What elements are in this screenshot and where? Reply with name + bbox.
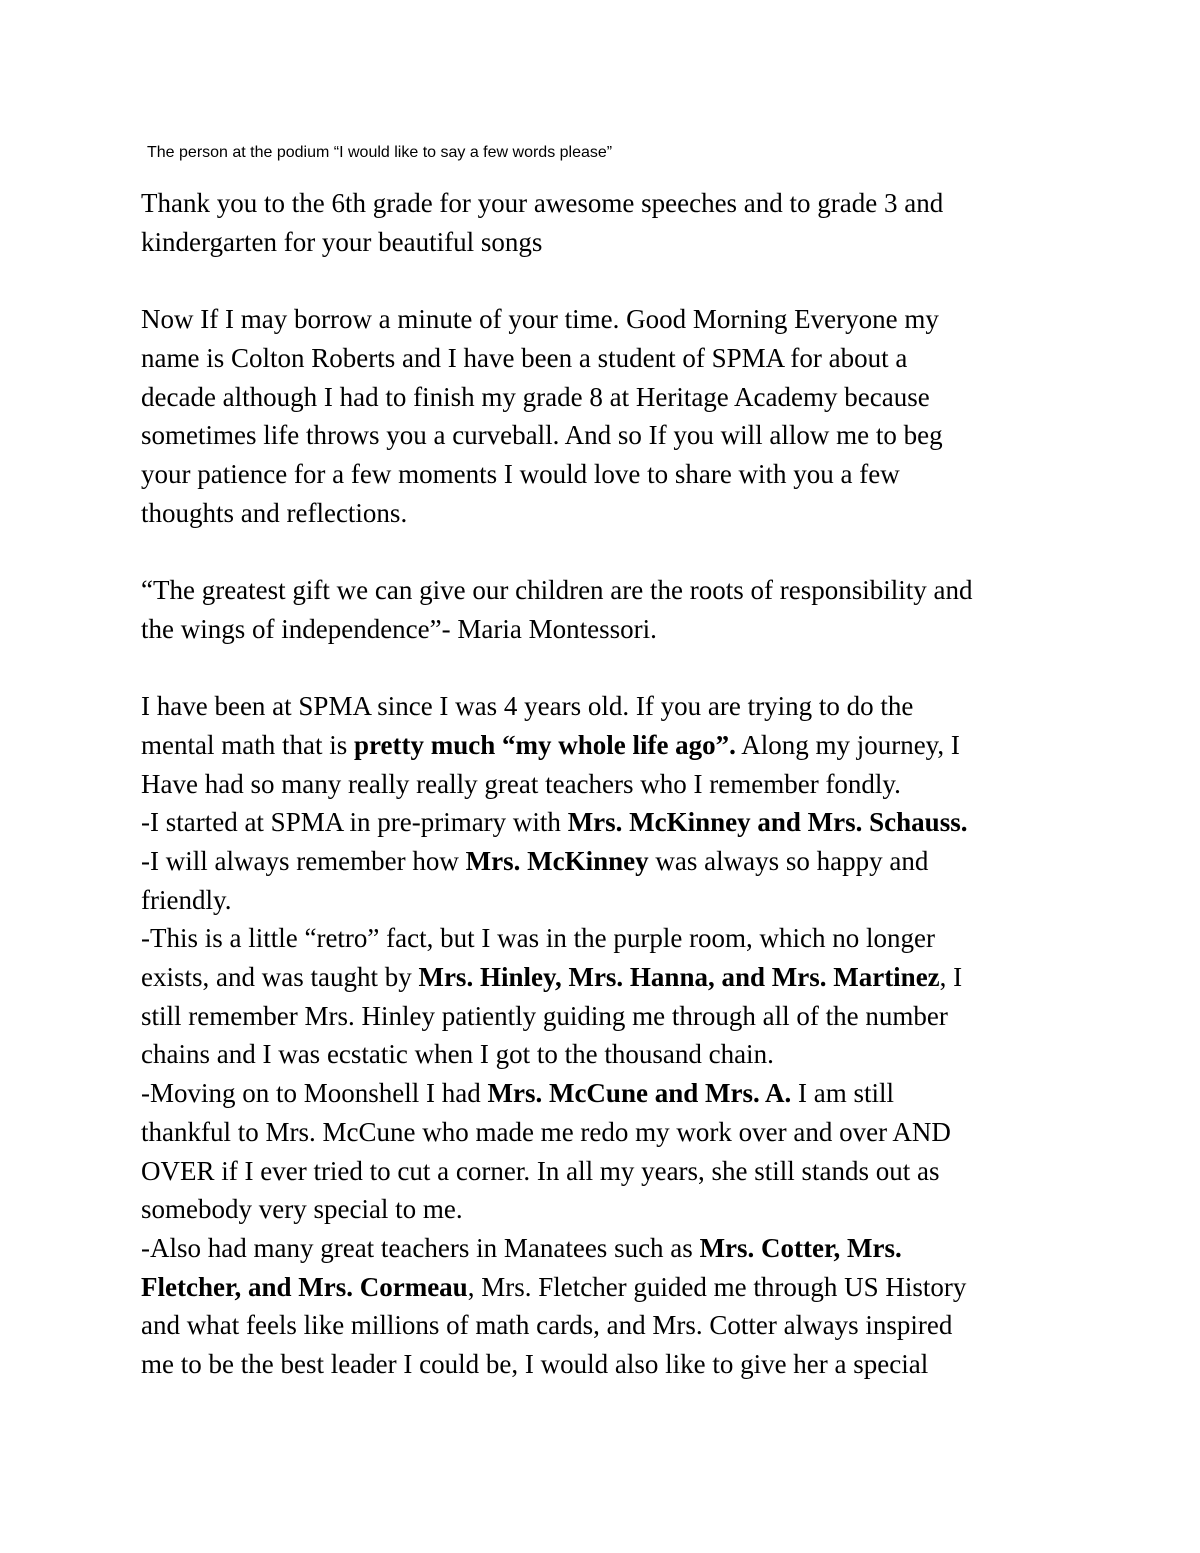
text-line xyxy=(141,184,1071,223)
text-line xyxy=(141,687,1071,726)
text-line xyxy=(141,1035,1071,1074)
text-segment: -This is a little “retro” fact, but I was in the purple room, which no longer xyxy=(141,923,936,954)
text-segment: Along my journey, I xyxy=(735,729,960,760)
text-segment: Thank you to the 6th grade for your awesome speeches and to grade 3 and xyxy=(141,188,944,218)
document-body xyxy=(141,184,1071,1384)
text-line xyxy=(141,1190,1071,1229)
text-segment: and what feels like millions of math cards, and Mrs. Cotter always inspired xyxy=(141,1310,953,1341)
text-segment: -Moving on to Moonshell I had xyxy=(141,1078,488,1109)
text-segment: “The greatest gift we can give our children are the roots of responsibility and xyxy=(141,575,973,605)
text-line xyxy=(141,1306,1071,1345)
text-segment: -I started at SPMA in pre-primary with xyxy=(141,807,568,838)
text-segment: somebody very special to me. xyxy=(141,1194,463,1225)
text-line xyxy=(141,997,1071,1036)
text-line xyxy=(141,1152,1071,1191)
text-segment: still remember Mrs. Hinley patiently guiding me through all of the number xyxy=(141,1000,948,1031)
bold-text: Mrs. McKinney xyxy=(465,845,649,876)
text-line xyxy=(141,958,1071,997)
text-segment: name is Colton Roberts and I have been a student of SPMA for about a xyxy=(141,342,908,373)
text-line xyxy=(141,571,1071,610)
text-segment: decade although I had to finish my grade 8 at Heritage Academy because xyxy=(141,381,930,412)
text-segment: kindergarten for your beautiful songs xyxy=(141,226,543,257)
text-line xyxy=(141,881,1071,920)
text-segment: Have had so many really really great teachers who I remember fondly. xyxy=(141,768,901,799)
text-segment: the wings of independence”- Maria Montessori. xyxy=(141,613,657,644)
text-segment: was always so happy and xyxy=(648,845,929,876)
text-line xyxy=(141,610,1071,649)
text-segment: -I will always remember how xyxy=(141,845,466,876)
text-line xyxy=(141,455,1071,494)
bold-text: pretty much “my whole life ago”. xyxy=(353,729,736,760)
text-segment: me to be the best leader I could be, I would also like to give her a special xyxy=(141,1349,929,1380)
bold-text: Mrs. McCune and Mrs. A. xyxy=(487,1078,792,1109)
text-segment: friendly. xyxy=(141,884,232,915)
text-line xyxy=(141,765,1071,804)
text-segment: chains and I was ecstatic when I got to the thousand chain. xyxy=(141,1039,774,1070)
paragraph xyxy=(141,184,1071,261)
text-segment: sometimes life throws you a curveball. And so If you will allow me to beg xyxy=(141,420,943,451)
text-line xyxy=(141,1345,1071,1384)
paragraph xyxy=(141,300,1071,532)
text-segment: , I xyxy=(939,962,963,993)
text-line xyxy=(141,1229,1071,1268)
text-line xyxy=(141,494,1071,533)
text-line xyxy=(141,842,1071,881)
text-line xyxy=(141,1074,1071,1113)
header-line: The person at the podium “I would like to say a few words please” xyxy=(147,144,613,161)
text-line xyxy=(141,416,1071,455)
text-segment: -Also had many great teachers in Manatees such as xyxy=(141,1232,700,1263)
text-line xyxy=(141,919,1071,958)
text-segment: I am still xyxy=(791,1078,894,1109)
text-line xyxy=(141,726,1071,765)
bold-text: Mrs. Hinley, Mrs. Hanna, and Mrs. Martinez xyxy=(418,962,940,993)
text-segment: OVER if I ever tried to cut a corner. In all my years, she still stands out as xyxy=(141,1155,940,1186)
text-segment: thoughts and reflections. xyxy=(141,497,408,528)
paragraph xyxy=(141,687,1071,1384)
text-line xyxy=(141,339,1071,378)
text-segment: I have been at SPMA since I was 4 years old. If you are trying to do the xyxy=(141,691,914,722)
text-line xyxy=(141,1268,1071,1307)
text-line xyxy=(141,378,1071,417)
text-line xyxy=(141,300,1071,339)
paragraph xyxy=(141,571,1071,648)
text-segment: mental math that is xyxy=(141,729,354,760)
bold-text: Mrs. McKinney and Mrs. Schauss. xyxy=(567,807,968,838)
bold-text: Fletcher, and Mrs. Cormeau xyxy=(141,1271,468,1302)
text-segment: your patience for a few moments I would love to share with you a few xyxy=(141,458,900,489)
text-segment: Now If I may borrow a minute of your time. Good Morning Everyone my xyxy=(141,304,939,335)
text-line xyxy=(141,1113,1071,1152)
text-segment: thankful to Mrs. McCune who made me redo my work over and over AND xyxy=(141,1116,951,1147)
document-page xyxy=(141,138,1071,1422)
text-line xyxy=(141,803,1071,842)
text-line xyxy=(141,223,1071,262)
text-segment: , Mrs. Fletcher guided me through US History xyxy=(467,1271,967,1302)
text-segment: exists, and was taught by xyxy=(141,962,419,993)
bold-text: Mrs. Cotter, Mrs. xyxy=(699,1232,902,1263)
